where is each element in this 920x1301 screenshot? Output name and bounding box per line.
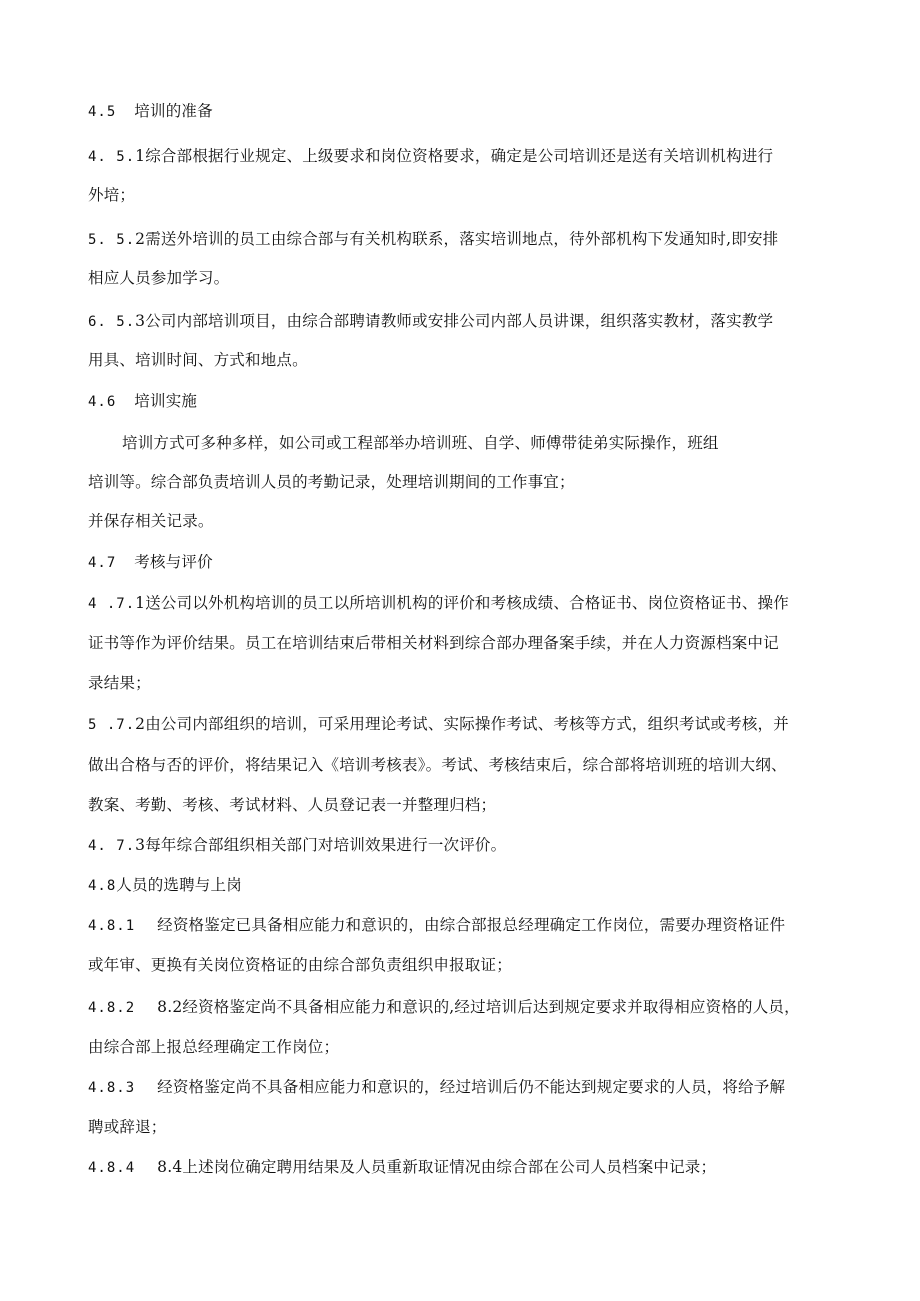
paragraph-continuation	[88, 795, 860, 815]
item-text: 由综合部上报总经理确定工作岗位；	[88, 1038, 340, 1056]
item-number: 4.8.4	[88, 1160, 136, 1176]
item-text: 8.4上述岗位确定聘用结果及人员重新取证情况由综合部在公司人员档案中记录；	[157, 1158, 717, 1176]
item-number: 4. 7.	[88, 838, 136, 854]
paragraph-continuation	[88, 1117, 860, 1137]
paragraph-training-methods	[122, 433, 860, 453]
paragraph-4-5-3	[88, 311, 860, 332]
item-number: 5. 5.	[88, 232, 136, 248]
paragraph-4-7-3	[88, 835, 860, 856]
item-text: 用具、培训时间、方式和地点。	[88, 351, 308, 369]
paragraph-continuation	[88, 633, 860, 653]
item-text: 1综合部根据行业规定、上级要求和岗位资格要求，确定是公司培训还是送有关培训机构进行	[135, 147, 774, 165]
item-text: 或年审、更换有关岗位资格证的由综合部负责组织申报取证；	[88, 956, 512, 974]
paragraph-4-7-2	[88, 714, 860, 735]
paragraph-continuation	[88, 673, 860, 693]
paragraph-continuation	[88, 955, 860, 975]
item-text: 培训等。综合部负责培训人员的考勤记录，处理培训期间的工作事宜；	[88, 473, 575, 491]
paragraph-continuation	[88, 472, 860, 492]
section-number: 4.8	[88, 878, 117, 894]
item-text: 并保存相关记录。	[88, 512, 214, 530]
item-text: 教案、考勤、考核、考试材料、人员登记表一并整理归档；	[88, 796, 497, 814]
item-number: 4.8.3	[88, 1080, 136, 1096]
item-text: 2需送外培训的员工由综合部与有关机构联系，落实培训地点，待外部机构下发通知时,即安排	[135, 230, 779, 248]
section-title: 培训的准备	[134, 102, 213, 120]
item-text: 经资格鉴定已具备相应能力和意识的，由综合部报总经理确定工作岗位，需要办理资格证件	[157, 916, 786, 934]
paragraph-4-8-2	[88, 997, 860, 1018]
item-text: 录结果；	[88, 674, 151, 692]
section-number: 4.6	[88, 394, 117, 410]
item-text: 1送公司以外机构培训的员工以所培训机构的评价和考核成绩、合格证书、岗位资格证书、操作	[135, 594, 789, 612]
section-heading-4-8	[88, 875, 860, 896]
paragraph-4-8-1	[88, 915, 860, 936]
section-heading-4-6	[88, 391, 860, 412]
item-text: 做出合格与否的评价，将结果记入《培训考核表》。考试、考核结束后，综合部将培训班的培训大纲、	[88, 756, 787, 774]
item-text: 聘或辞退；	[88, 1118, 167, 1136]
paragraph-continuation	[88, 1037, 860, 1057]
section-heading-4-5	[88, 101, 860, 122]
item-number: 4.8.1	[88, 918, 136, 934]
item-text: 经资格鉴定尚不具备相应能力和意识的，经过培训后仍不能达到规定要求的人员，将给予解	[157, 1078, 786, 1096]
paragraph-4-8-4	[88, 1157, 860, 1178]
section-title: 人员的选聘与上岗	[116, 876, 242, 894]
item-number: 6. 5.	[88, 314, 136, 330]
paragraph-4-8-3	[88, 1077, 860, 1098]
item-text: 3公司内部培训项目，由综合部聘请教师或安排公司内部人员讲课，组织落实教材，落实教学	[135, 312, 774, 330]
paragraph-continuation	[88, 268, 860, 288]
section-number: 4.5	[88, 104, 117, 120]
paragraph-continuation	[88, 350, 860, 370]
item-number: 5 .7.	[88, 717, 136, 733]
item-text: 8.2经资格鉴定尚不具备相应能力和意识的,经过培训后达到规定要求并取得相应资格的人员，	[157, 998, 800, 1016]
section-title: 考核与评价	[134, 553, 213, 571]
item-text: 2由公司内部组织的培训，可采用理论考试、实际操作考试、考核等方式，组织考试或考核，并	[135, 715, 789, 733]
section-number: 4.7	[88, 555, 117, 571]
item-text: 3每年综合部组织相关部门对培训效果进行一次评价。	[135, 836, 507, 854]
item-number: 4 .7.	[88, 596, 136, 612]
section-heading-4-7	[88, 552, 860, 573]
paragraph-4-5-2	[88, 229, 860, 250]
item-text: 相应人员参加学习。	[88, 269, 230, 287]
section-title: 培训实施	[134, 392, 198, 410]
paragraph-4-7-1	[88, 593, 860, 614]
paragraph-continuation	[88, 185, 860, 205]
item-text: 外培；	[88, 186, 136, 204]
item-number: 4. 5.	[88, 149, 136, 165]
item-number: 4.8.2	[88, 1000, 136, 1016]
paragraph-4-5-1	[88, 146, 860, 167]
paragraph-continuation	[88, 511, 860, 531]
item-text: 证书等作为评价结果。员工在培训结束后带相关材料到综合部办理备案手续，并在人力资源档案中记	[88, 634, 779, 652]
item-text: 培训方式可多种多样，如公司或工程部举办培训班、自学、师傅带徒弟实际操作，班组	[122, 434, 719, 452]
paragraph-continuation	[88, 755, 860, 775]
